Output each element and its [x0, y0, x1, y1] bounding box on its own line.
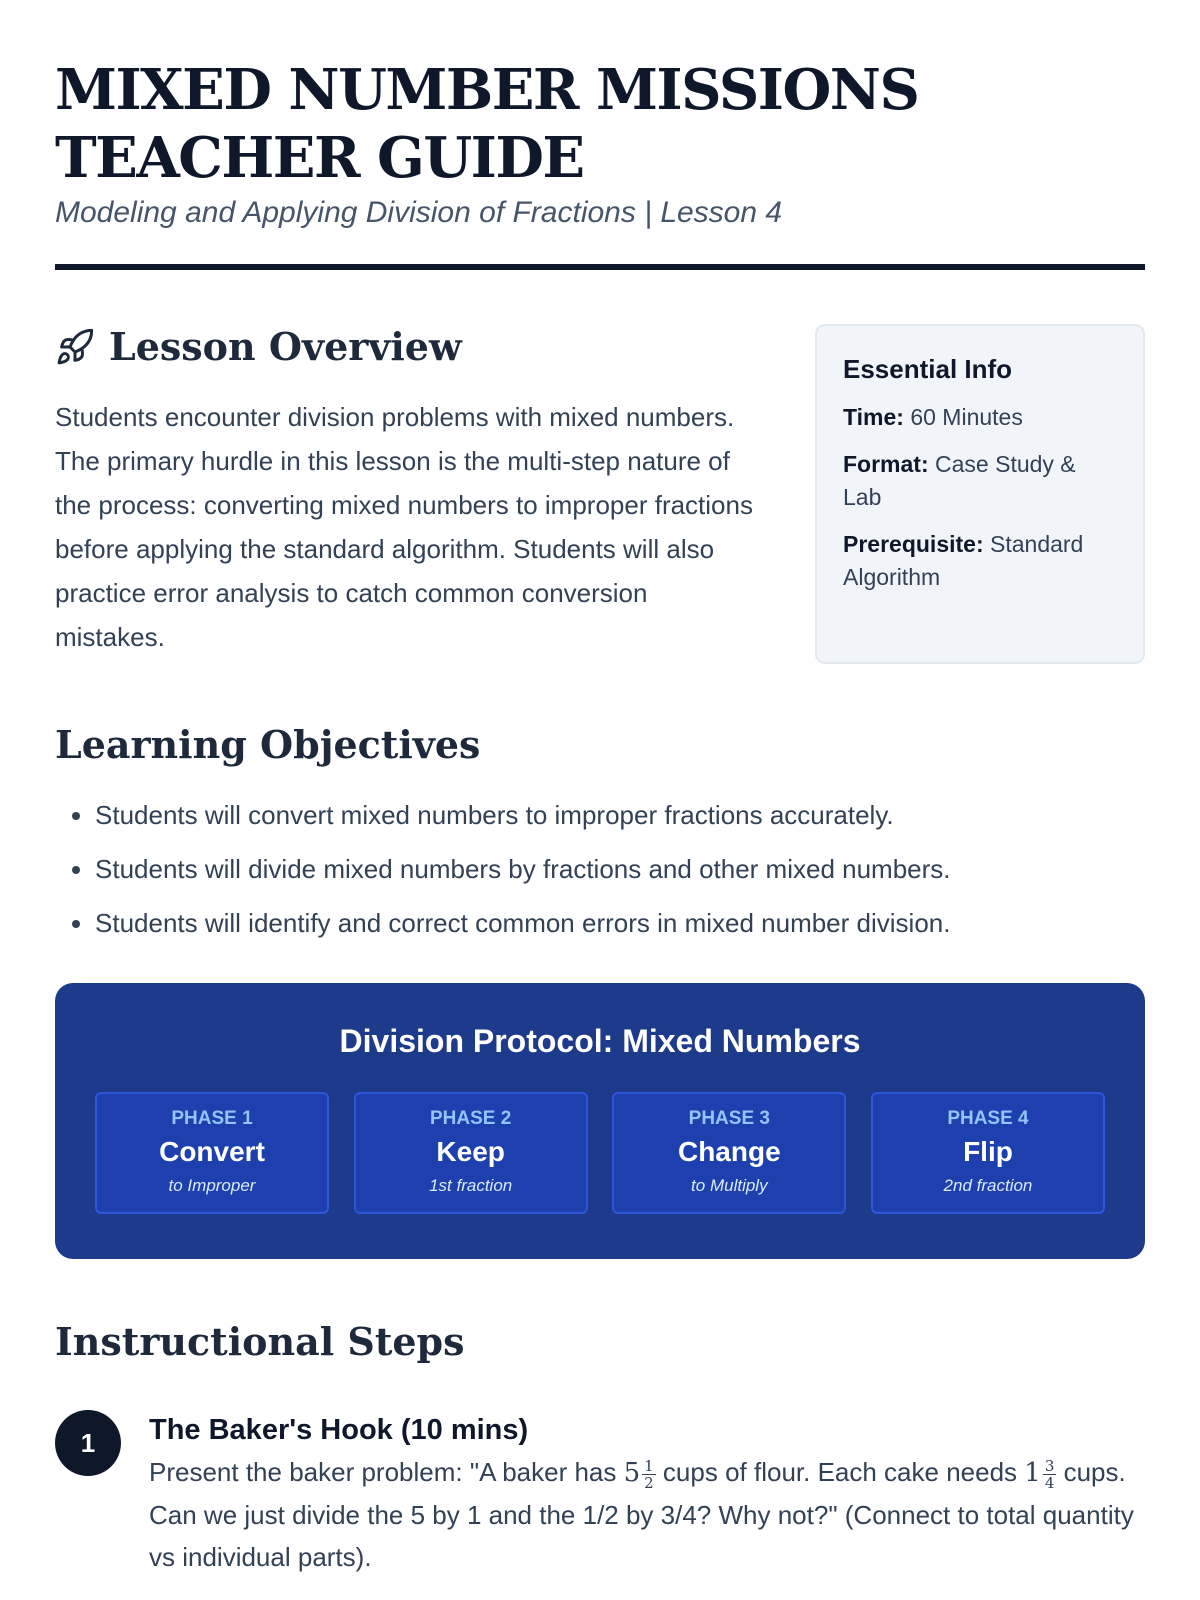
phase-label: PHASE 1 — [171, 1108, 253, 1129]
page-title: MIXED NUMBER MISSIONS TEACHER GUIDE — [55, 57, 919, 191]
rocket-icon — [55, 327, 95, 367]
essential-info-box — [815, 324, 1145, 664]
essential-info-title: Essential Info — [843, 354, 1013, 384]
protocol-phases — [95, 1092, 1105, 1214]
info-prereq-value: Standard Algorithm — [843, 531, 1084, 590]
phase-card-2 — [354, 1092, 588, 1214]
info-time — [843, 401, 1117, 434]
fraction-numerator: 3 — [1044, 1456, 1055, 1475]
header-divider — [55, 264, 1145, 270]
phase-card-1 — [95, 1092, 329, 1214]
fraction — [1043, 1458, 1057, 1491]
list-item: • Students will identify and correct common errors in mixed number division. — [95, 907, 1145, 939]
step-text-part: cups. Can we just divide the 5 by 1 and the 1/2 by 3/4? Why not?" (Connect to total quantity vs individual parts). — [149, 1457, 1134, 1572]
fraction — [642, 1458, 656, 1491]
info-time-value: 60 Minutes — [910, 404, 1023, 430]
phase-sub: to Improper — [168, 1176, 256, 1195]
overview-section — [55, 324, 1145, 664]
phase-label: PHASE 2 — [430, 1108, 512, 1129]
objectives-list — [55, 799, 1145, 939]
phase-name: Convert — [159, 1136, 265, 1167]
list-item: • Students will divide mixed numbers by fractions and other mixed numbers. — [95, 853, 1145, 885]
objectives-heading: Learning Objectives — [55, 722, 481, 767]
step-item — [55, 1410, 1145, 1578]
instructional-steps-section — [55, 1319, 1145, 1578]
step-title: The Baker's Hook (10 mins) — [149, 1414, 529, 1446]
fraction-numerator: 1 — [644, 1456, 654, 1475]
phase-card-3 — [612, 1092, 846, 1214]
steps-heading: Instructional Steps — [55, 1319, 465, 1364]
objectives-section — [55, 722, 1145, 939]
page-subtitle: Modeling and Applying Division of Fractions | Lesson 4 — [55, 196, 783, 229]
info-format-value: Case Study & Lab — [843, 451, 1076, 510]
phase-sub: 2nd fraction — [943, 1176, 1033, 1195]
step-text-part: Present the baker problem: "A baker has — [149, 1457, 624, 1487]
protocol-title: Division Protocol: Mixed Numbers — [339, 1023, 861, 1059]
division-protocol-panel — [55, 983, 1145, 1259]
phase-name: Change — [677, 1136, 781, 1167]
fraction-denominator: 2 — [644, 1473, 654, 1492]
mixed-number-whole: 5 — [623, 1458, 641, 1488]
overview-heading — [55, 324, 755, 369]
phase-label: PHASE 4 — [947, 1108, 1029, 1129]
info-time-label: Time: — [843, 404, 904, 430]
phase-label: PHASE 3 — [688, 1108, 770, 1129]
mixed-number-whole: 1 — [1024, 1458, 1041, 1488]
list-item: • Students will convert mixed numbers to improper fractions accurately. — [95, 799, 1145, 831]
step-text-part: cups of flour. Each cake needs — [655, 1457, 1025, 1487]
step-body — [149, 1410, 1145, 1578]
overview-heading-text: Lesson Overview — [109, 324, 462, 369]
fraction-denominator: 4 — [1044, 1473, 1055, 1492]
info-prereq-label: Prerequisite: — [843, 531, 984, 557]
step-text — [149, 1451, 1145, 1578]
info-format-label: Format: — [843, 451, 929, 477]
phase-sub: to Multiply — [691, 1176, 768, 1195]
info-prerequisite — [843, 528, 1117, 594]
overview-text: Students encounter division problems with mixed numbers. The primary hurdle in this lesson is the multi-step nature of the process: converting mixed numbers to improper fractions before applying the standard algorithm. Students will also practice error analysis to catch common conversion mistakes. — [55, 402, 753, 652]
phase-sub: 1st fraction — [429, 1176, 513, 1195]
phase-name: Keep — [436, 1136, 505, 1167]
phase-card-4 — [871, 1092, 1105, 1214]
phase-name: Flip — [963, 1136, 1013, 1167]
info-format — [843, 448, 1117, 514]
step-number-badge: 1 — [55, 1410, 121, 1476]
